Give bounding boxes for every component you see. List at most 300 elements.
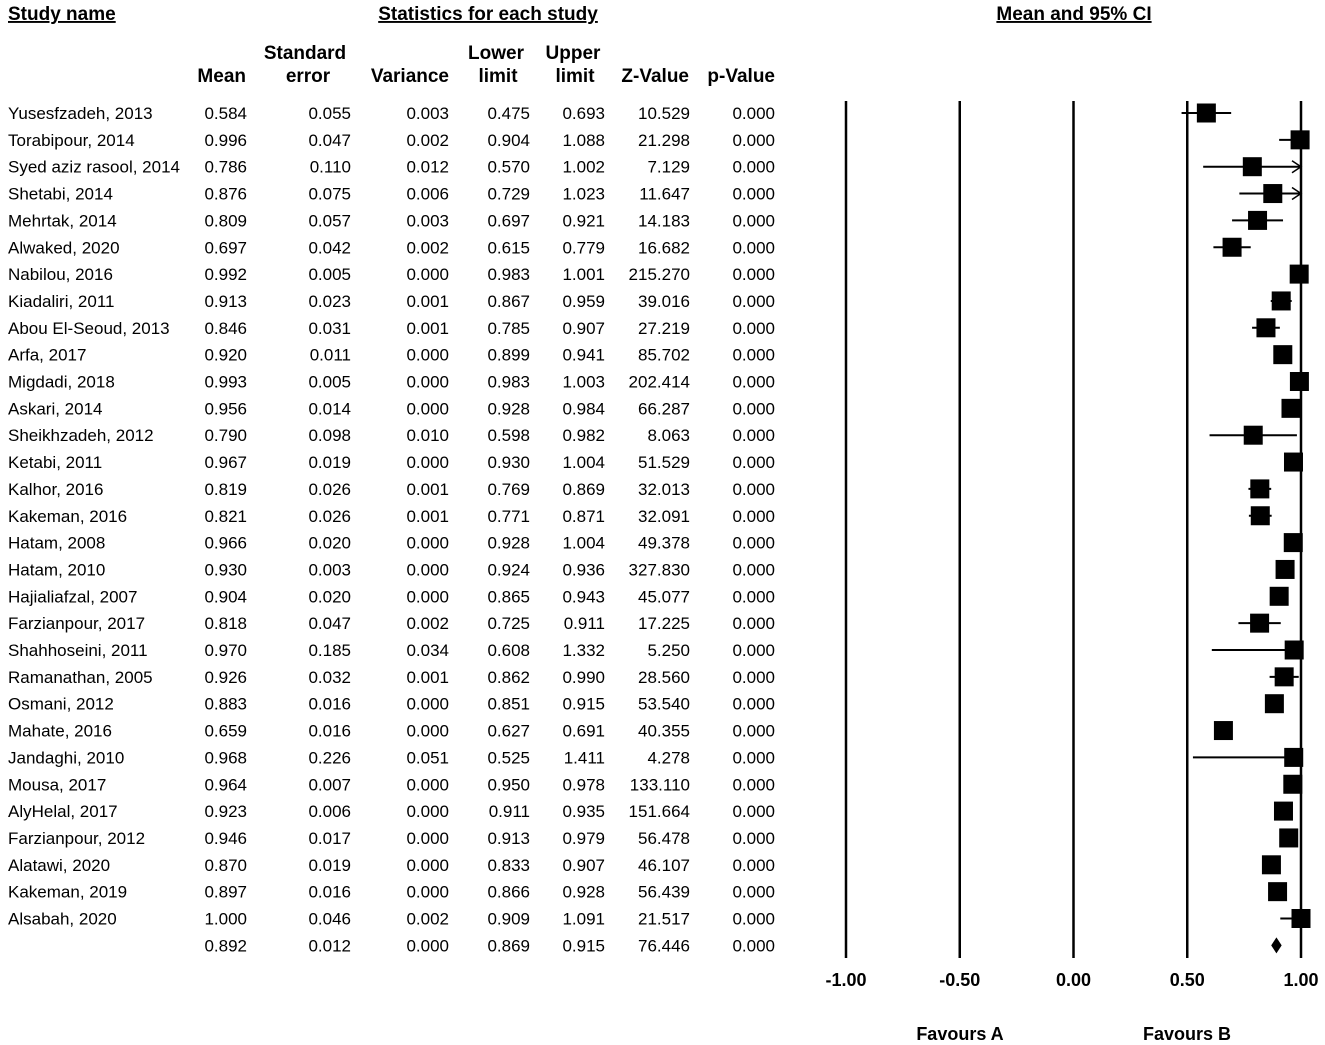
favours-b-label: Favours B: [1142, 1024, 1232, 1044]
cell-lower: 0.911: [488, 802, 530, 822]
cell-p: 0.000: [732, 614, 775, 634]
cell-p: 0.000: [732, 291, 775, 311]
cell-variance: 0.012: [406, 157, 449, 177]
cell-lower: 0.525: [487, 748, 530, 768]
cell-mean: 0.786: [204, 157, 247, 177]
cell-z: 28.560: [638, 667, 690, 687]
cell-lower: 0.904: [487, 130, 530, 150]
point-estimate: [1268, 882, 1287, 901]
cell-z: 66.287: [638, 399, 690, 419]
cell-p: 0.000: [732, 533, 775, 553]
cell-lower: 0.729: [487, 184, 530, 204]
cell-upper: 1.091: [562, 909, 605, 929]
cell-p: 0.000: [732, 399, 775, 419]
cell-p: 0.000: [732, 157, 775, 177]
x-tick-label: 1.00: [1283, 970, 1319, 990]
cell-variance: 0.000: [406, 882, 449, 902]
cell-upper: 1.002: [562, 157, 605, 177]
cell-upper: 0.959: [562, 291, 605, 311]
cell-mean: 0.946: [204, 828, 247, 848]
cell-z: 4.278: [647, 748, 690, 768]
statistics-header: Statistics for each study: [378, 4, 598, 25]
x-tick-label: -0.50: [939, 970, 981, 990]
cell-variance: 0.001: [406, 291, 449, 311]
cell-mean: 0.992: [204, 265, 247, 285]
cell-mean: 0.968: [204, 748, 247, 768]
cell-z: 17.225: [638, 614, 690, 634]
cell-mean: 0.930: [204, 560, 247, 580]
cell-upper: 1.003: [562, 372, 605, 392]
cell-variance: 0.000: [406, 399, 449, 419]
study-name: Nabilou, 2016: [8, 265, 113, 285]
study-name: Syed aziz rasool, 2014: [8, 157, 180, 177]
cell-se: 0.005: [308, 265, 351, 285]
study-name: Ramanathan, 2005: [8, 667, 153, 687]
cell-upper: 0.915: [562, 694, 605, 714]
cell-se: 0.016: [308, 882, 351, 902]
cell-p: 0.000: [732, 318, 775, 338]
cell-lower: 0.851: [487, 694, 530, 714]
study-name: Torabipour, 2014: [8, 130, 135, 150]
cell-lower: 0.598: [487, 426, 530, 446]
cell-mean: 0.993: [204, 372, 247, 392]
cell-upper: 1.023: [562, 184, 605, 204]
col-lower-header-line1: Lower: [468, 43, 524, 64]
cell-z: 14.183: [638, 211, 690, 231]
cell-p: 0.000: [732, 587, 775, 607]
cell-upper: 0.921: [562, 211, 605, 231]
cell-mean: 0.818: [204, 614, 247, 634]
cell-p: 0.000: [732, 211, 775, 231]
cell-variance: 0.010: [406, 426, 449, 446]
cell-upper: 0.978: [562, 775, 605, 795]
cell-mean: 0.964: [204, 775, 247, 795]
study-name: Hajialiafzal, 2007: [8, 587, 138, 607]
cell-upper: 0.984: [562, 399, 605, 419]
cell-mean: 0.790: [204, 426, 247, 446]
study-name: AlyHelal, 2017: [8, 802, 118, 822]
cell-upper: 0.915: [562, 936, 605, 956]
study-name: Kakeman, 2019: [8, 882, 128, 902]
cell-mean: 0.819: [204, 479, 247, 499]
cell-se: 0.020: [308, 533, 351, 553]
cell-upper: 0.907: [562, 318, 605, 338]
cell-lower: 0.865: [487, 587, 530, 607]
cell-z: 133.110: [629, 775, 690, 795]
study-name: Mahate, 2016: [8, 721, 112, 741]
cell-lower: 0.833: [487, 855, 530, 875]
x-axis-tick-labels: [825, 970, 1318, 990]
x-tick-label: -1.00: [825, 970, 867, 990]
cell-se: 0.032: [308, 667, 351, 687]
cell-z: 51.529: [638, 453, 690, 473]
cell-lower: 0.608: [487, 641, 530, 660]
cell-lower: 0.866: [487, 882, 530, 902]
cell-variance: 0.000: [406, 721, 449, 741]
cell-se: 0.055: [308, 104, 351, 123]
cell-variance: 0.002: [406, 238, 449, 258]
cell-lower: 0.769: [487, 479, 530, 499]
point-estimate: [1273, 345, 1292, 364]
point-estimate: [1250, 614, 1269, 633]
plot-marks: [1182, 104, 1311, 954]
favours-a-label: Favours A: [916, 1024, 1004, 1044]
cell-z: 85.702: [638, 345, 690, 365]
cell-lower: 0.615: [487, 238, 530, 258]
cell-se: 0.019: [308, 855, 351, 875]
cell-z: 49.378: [638, 533, 690, 553]
cell-lower: 0.924: [487, 560, 530, 580]
cell-lower: 0.697: [487, 211, 530, 231]
cell-upper: 0.779: [562, 238, 605, 258]
cell-upper: 1.088: [562, 130, 605, 150]
point-estimate: [1223, 238, 1242, 257]
cell-p: 0.000: [732, 775, 775, 795]
cell-z: 53.540: [638, 694, 690, 714]
cell-lower: 0.930: [487, 453, 530, 473]
cell-z: 56.478: [638, 828, 690, 848]
point-estimate: [1197, 104, 1216, 123]
statistics-table: [8, 104, 775, 955]
cell-variance: 0.000: [406, 533, 449, 553]
cell-se: 0.011: [309, 345, 351, 365]
study-name: Migdadi, 2018: [8, 372, 115, 392]
cell-variance: 0.000: [406, 345, 449, 365]
cell-p: 0.000: [732, 104, 775, 123]
cell-se: 0.006: [308, 802, 351, 822]
cell-se: 0.057: [308, 211, 351, 231]
cell-variance: 0.051: [406, 748, 449, 768]
cell-upper: 0.982: [562, 426, 605, 446]
cell-mean: 0.659: [204, 721, 247, 741]
cell-variance: 0.000: [406, 372, 449, 392]
cell-mean: 0.584: [204, 104, 247, 123]
point-estimate: [1275, 667, 1294, 686]
cell-variance: 0.003: [406, 211, 449, 231]
cell-upper: 1.004: [562, 533, 605, 553]
cell-z: 5.250: [647, 641, 690, 660]
cell-upper: 0.693: [562, 104, 605, 123]
cell-lower: 0.909: [487, 909, 530, 929]
cell-se: 0.047: [308, 614, 351, 634]
cell-lower: 0.725: [487, 614, 530, 634]
study-name: Alsabah, 2020: [8, 909, 117, 929]
cell-z: 27.219: [638, 318, 690, 338]
cell-variance: 0.000: [406, 560, 449, 580]
cell-upper: 0.911: [563, 614, 605, 634]
cell-p: 0.000: [732, 506, 775, 526]
cell-variance: 0.000: [406, 265, 449, 285]
cell-z: 32.013: [638, 479, 690, 499]
cell-upper: 0.941: [562, 345, 605, 365]
cell-p: 0.000: [732, 130, 775, 150]
cell-se: 0.046: [308, 909, 351, 929]
cell-variance: 0.001: [406, 667, 449, 687]
cell-se: 0.226: [308, 748, 351, 768]
study-name: Farzianpour, 2017: [8, 614, 146, 634]
col-lower-header-line2: limit: [478, 66, 518, 87]
point-estimate: [1265, 694, 1284, 713]
point-estimate: [1281, 399, 1300, 418]
cell-mean: 0.897: [204, 882, 247, 902]
col-se-header-line2: error: [285, 66, 331, 87]
cell-lower: 0.869: [487, 936, 530, 956]
point-estimate: [1250, 479, 1269, 498]
cell-p: 0.000: [732, 802, 775, 822]
cell-se: 0.026: [308, 479, 351, 499]
cell-mean: 0.996: [204, 130, 247, 150]
cell-variance: 0.001: [406, 479, 449, 499]
cell-mean: 0.913: [204, 291, 247, 311]
point-estimate: [1214, 721, 1233, 740]
cell-upper: 0.943: [562, 587, 605, 607]
cell-se: 0.023: [308, 291, 351, 311]
cell-se: 0.017: [308, 828, 351, 848]
cell-upper: 1.001: [562, 265, 605, 285]
cell-mean: 0.870: [204, 855, 247, 875]
cell-z: 8.063: [647, 426, 690, 446]
cell-p: 0.000: [732, 909, 775, 929]
cell-variance: 0.000: [406, 936, 449, 956]
cell-se: 0.003: [308, 560, 351, 580]
point-estimate: [1244, 426, 1263, 445]
cell-z: 21.298: [638, 130, 690, 150]
cell-variance: 0.000: [406, 587, 449, 607]
cell-p: 0.000: [732, 238, 775, 258]
study-name: Jandaghi, 2010: [8, 748, 125, 768]
cell-p: 0.000: [732, 936, 775, 956]
study-name: Farzianpour, 2012: [8, 828, 146, 848]
cell-p: 0.000: [732, 882, 775, 902]
cell-upper: 1.332: [562, 641, 605, 660]
cell-lower: 0.771: [487, 506, 530, 526]
cell-variance: 0.002: [406, 909, 449, 929]
study-name: Sheikhzadeh, 2012: [8, 426, 154, 446]
cell-variance: 0.000: [406, 453, 449, 473]
cell-se: 0.020: [308, 587, 351, 607]
study-name: Shahhoseini, 2011: [8, 641, 148, 660]
study-name: Hatam, 2010: [8, 560, 106, 580]
point-estimate: [1284, 748, 1303, 767]
cell-upper: 0.990: [562, 667, 605, 687]
cell-upper: 1.004: [562, 453, 605, 473]
cell-z: 56.439: [638, 882, 690, 902]
cell-p: 0.000: [732, 855, 775, 875]
cell-se: 0.007: [308, 775, 351, 795]
cell-variance: 0.001: [406, 318, 449, 338]
cell-variance: 0.002: [406, 130, 449, 150]
cell-se: 0.014: [308, 399, 351, 419]
reference-lines: [846, 101, 1301, 958]
cell-variance: 0.000: [406, 802, 449, 822]
cell-lower: 0.899: [487, 345, 530, 365]
cell-z: 39.016: [638, 291, 690, 311]
cell-z: 76.446: [638, 936, 690, 956]
cell-z: 40.355: [638, 721, 690, 741]
cell-se: 0.016: [308, 694, 351, 714]
point-estimate: [1279, 828, 1298, 847]
cell-mean: 0.883: [204, 694, 247, 714]
study-name: Askari, 2014: [8, 399, 103, 419]
cell-p: 0.000: [732, 828, 775, 848]
cell-variance: 0.000: [406, 694, 449, 714]
point-estimate: [1274, 802, 1293, 821]
cell-mean: 0.926: [204, 667, 247, 687]
cell-se: 0.047: [308, 130, 351, 150]
x-tick-label: 0.00: [1055, 970, 1092, 990]
cell-upper: 0.935: [562, 802, 605, 822]
cell-variance: 0.002: [406, 614, 449, 634]
cell-z: 327.830: [628, 560, 690, 580]
study-name: Osmani, 2012: [8, 694, 114, 714]
cell-upper: 1.411: [563, 748, 605, 768]
pooled-diamond: [1271, 937, 1281, 953]
cell-lower: 0.867: [487, 291, 530, 311]
col-se-header-line1: Standard: [263, 43, 347, 64]
cell-mean: 0.876: [204, 184, 247, 204]
cell-mean: 0.956: [204, 399, 247, 419]
point-estimate: [1272, 291, 1291, 310]
cell-mean: 0.809: [204, 211, 247, 231]
cell-mean: 0.821: [204, 506, 247, 526]
cell-mean: 0.967: [204, 453, 247, 473]
study-name: Mehrtak, 2014: [8, 211, 117, 231]
cell-lower: 0.862: [487, 667, 530, 687]
cell-z: 202.414: [628, 372, 690, 392]
cell-p: 0.000: [732, 426, 775, 446]
col-p-header: p-Value: [707, 66, 775, 87]
study-name: Ketabi, 2011: [8, 453, 103, 473]
cell-lower: 0.475: [487, 104, 530, 123]
cell-mean: 0.970: [204, 641, 247, 660]
cell-z: 7.129: [647, 157, 690, 177]
cell-upper: 0.907: [562, 855, 605, 875]
cell-lower: 0.785: [487, 318, 530, 338]
cell-variance: 0.006: [406, 184, 449, 204]
cell-variance: 0.000: [406, 855, 449, 875]
col-variance-header: Variance: [370, 66, 449, 87]
cell-se: 0.075: [308, 184, 351, 204]
cell-lower: 0.983: [487, 372, 530, 392]
study-name: Yusesfzadeh, 2013: [8, 104, 153, 123]
study-name: Kiadaliri, 2011: [8, 291, 115, 311]
cell-p: 0.000: [732, 372, 775, 392]
cell-p: 0.000: [732, 721, 775, 741]
cell-mean: 0.920: [204, 345, 247, 365]
cell-mean: 1.000: [204, 909, 247, 929]
cell-upper: 0.979: [562, 828, 605, 848]
cell-z: 215.270: [628, 265, 690, 285]
cell-p: 0.000: [732, 667, 775, 687]
cell-p: 0.000: [732, 184, 775, 204]
cell-mean: 0.697: [204, 238, 247, 258]
cell-se: 0.031: [308, 318, 351, 338]
cell-p: 0.000: [732, 748, 775, 768]
cell-p: 0.000: [732, 641, 775, 660]
cell-mean: 0.923: [204, 802, 247, 822]
col-upper-header-line1: Upper: [545, 43, 601, 64]
cell-variance: 0.034: [406, 641, 449, 660]
study-name-header: Study name: [8, 4, 116, 25]
cell-mean: 0.846: [204, 318, 247, 338]
point-estimate: [1290, 372, 1309, 391]
point-estimate: [1283, 775, 1302, 794]
cell-se: 0.098: [308, 426, 351, 446]
cell-p: 0.000: [732, 479, 775, 499]
cell-lower: 0.913: [487, 828, 530, 848]
study-name: Shetabi, 2014: [8, 184, 113, 204]
point-estimate: [1291, 130, 1310, 149]
cell-se: 0.026: [308, 506, 351, 526]
mean-ci-header: Mean and 95% CI: [996, 4, 1152, 25]
point-estimate: [1284, 533, 1303, 552]
cell-variance: 0.003: [406, 104, 449, 123]
cell-p: 0.000: [732, 694, 775, 714]
cell-upper: 0.869: [562, 479, 605, 499]
cell-z: 10.529: [638, 104, 690, 123]
cell-z: 32.091: [638, 506, 690, 526]
cell-z: 151.664: [628, 802, 690, 822]
point-estimate: [1276, 560, 1295, 579]
cell-upper: 0.936: [562, 560, 605, 580]
cell-p: 0.000: [732, 265, 775, 285]
point-estimate: [1256, 318, 1275, 337]
cell-mean: 0.966: [204, 533, 247, 553]
cell-mean: 0.904: [204, 587, 247, 607]
cell-lower: 0.928: [487, 533, 530, 553]
cell-lower: 0.570: [487, 157, 530, 177]
cell-upper: 0.871: [562, 506, 605, 526]
cell-se: 0.019: [308, 453, 351, 473]
cell-se: 0.110: [309, 157, 351, 177]
point-estimate: [1262, 855, 1281, 874]
point-estimate: [1248, 211, 1267, 230]
cell-variance: 0.001: [406, 506, 449, 526]
cell-se: 0.005: [308, 372, 351, 392]
cell-z: 16.682: [638, 238, 690, 258]
study-name: Kakeman, 2016: [8, 506, 128, 526]
point-estimate: [1263, 184, 1282, 203]
study-name: Mousa, 2017: [8, 775, 107, 795]
point-estimate: [1285, 641, 1304, 660]
cell-lower: 0.983: [487, 265, 530, 285]
cell-se: 0.185: [308, 641, 351, 660]
col-mean-header: Mean: [197, 66, 246, 87]
cell-p: 0.000: [732, 345, 775, 365]
col-z-header: Z-Value: [621, 66, 689, 87]
point-estimate: [1243, 157, 1262, 176]
cell-z: 45.077: [638, 587, 690, 607]
study-name: Alwaked, 2020: [8, 238, 120, 258]
cell-upper: 0.691: [562, 721, 605, 741]
cell-p: 0.000: [732, 453, 775, 473]
cell-variance: 0.000: [406, 775, 449, 795]
cell-lower: 0.627: [487, 721, 530, 741]
cell-se: 0.012: [308, 936, 351, 956]
point-estimate: [1292, 909, 1311, 928]
point-estimate: [1290, 265, 1309, 284]
cell-z: 46.107: [638, 855, 690, 875]
cell-se: 0.042: [308, 238, 351, 258]
study-name: Arfa, 2017: [8, 345, 87, 365]
cell-variance: 0.000: [406, 828, 449, 848]
cell-z: 11.647: [639, 184, 690, 204]
cell-mean: 0.892: [204, 936, 247, 956]
study-name: Alatawi, 2020: [8, 855, 111, 875]
study-name: Kalhor, 2016: [8, 479, 104, 499]
col-upper-header-line2: limit: [555, 66, 595, 87]
point-estimate: [1284, 453, 1303, 472]
